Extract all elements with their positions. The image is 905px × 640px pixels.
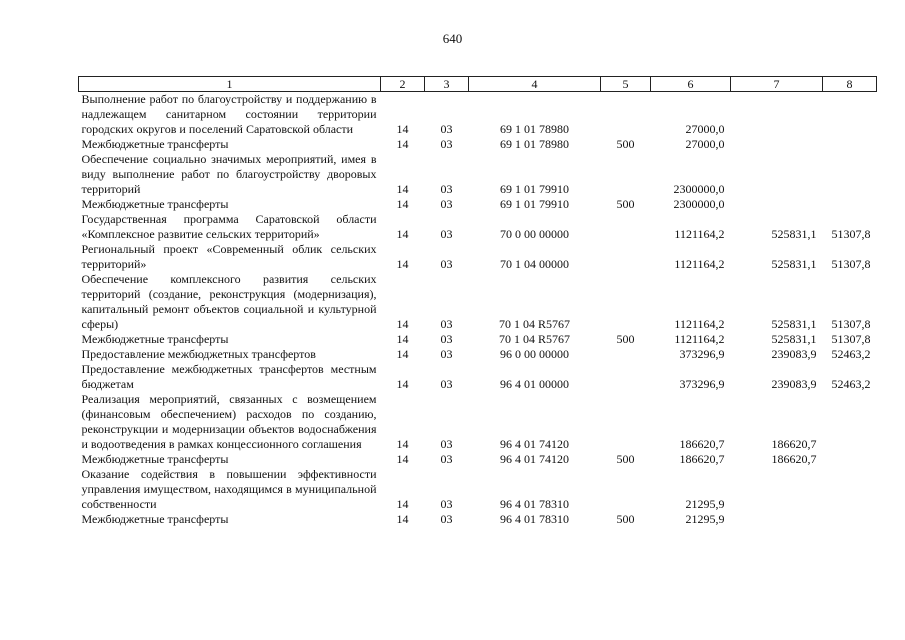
row-section: 14	[396, 512, 409, 526]
row-expense-type	[601, 347, 651, 362]
table-header	[79, 77, 877, 92]
row-section: 14	[396, 257, 409, 271]
row-amount-col6: 2300000,0	[673, 197, 725, 211]
row-amount-col8: 52463,2	[831, 377, 871, 391]
row-amount-col7	[731, 512, 823, 527]
row-section: 14	[396, 122, 409, 136]
row-amount-col6: 373296,9	[679, 347, 725, 361]
row-name: Межбюджетные трансферты	[81, 137, 229, 151]
row-amount-col6: 21295,9	[685, 497, 725, 511]
row-amount-col7	[731, 467, 823, 512]
row-section: 14	[396, 437, 409, 451]
row-target-code: 96 4 01 78310	[500, 512, 569, 526]
table-row	[79, 92, 877, 138]
row-target-code: 69 1 01 79910	[500, 182, 569, 196]
column-header-8: 8	[823, 77, 877, 92]
header-row	[79, 77, 877, 92]
row-expense-type: 500	[616, 197, 635, 211]
row-name: Государственная программа Саратовской области «Комплексное развитие сельских территорий»	[81, 212, 377, 241]
table-row	[79, 467, 877, 512]
row-target-code: 70 1 04 R5767	[498, 332, 570, 346]
row-amount-col7	[731, 197, 823, 212]
page-number: 640	[442, 31, 463, 46]
row-expense-type: 500	[616, 452, 635, 466]
row-name: Межбюджетные трансферты	[81, 197, 229, 211]
table-row	[79, 272, 877, 332]
column-header-3: 3	[425, 77, 469, 92]
row-name: Обеспечение комплексного развития сельских территорий (создание, реконструкция (модернизация), капитальный ремонт объектов социальной и культурной сферы)	[81, 272, 377, 331]
row-target-code: 96 4 01 74120	[500, 437, 569, 451]
column-header-5: 5	[601, 77, 651, 92]
row-expense-type	[601, 212, 651, 242]
row-expense-type: 500	[616, 137, 635, 151]
row-subsection: 03	[440, 437, 453, 451]
row-section: 14	[396, 137, 409, 151]
row-amount-col8	[823, 467, 877, 512]
row-amount-col6: 21295,9	[685, 512, 725, 526]
row-subsection: 03	[440, 452, 453, 466]
row-amount-col8: 52463,2	[831, 347, 871, 361]
row-name: Межбюджетные трансферты	[81, 332, 229, 346]
row-subsection: 03	[440, 512, 453, 526]
table-row	[79, 452, 877, 467]
row-section: 14	[396, 227, 409, 241]
row-subsection: 03	[440, 332, 453, 346]
row-target-code: 69 1 01 78980	[500, 122, 569, 136]
row-amount-col6: 186620,7	[679, 452, 725, 466]
row-name: Предоставление межбюджетных трансфертов	[81, 347, 316, 361]
column-header-7: 7	[731, 77, 823, 92]
row-amount-col7: 239083,9	[771, 347, 817, 361]
row-target-code: 70 1 04 00000	[500, 257, 569, 271]
row-target-code: 96 4 01 74120	[500, 452, 569, 466]
table-row	[79, 212, 877, 242]
table-row	[79, 197, 877, 212]
row-subsection: 03	[440, 347, 453, 361]
row-name: Реализация мероприятий, связанных с возмещением (финансовым обеспечением) расходов по созданию, реконструкции и модернизации объектов водоснабжения и водоотведения в рамках концессионного соглашения	[81, 392, 377, 451]
row-amount-col7	[731, 92, 823, 138]
row-subsection: 03	[440, 197, 453, 211]
row-subsection: 03	[440, 497, 453, 511]
row-amount-col6: 1121164,2	[674, 317, 725, 331]
table-row	[79, 512, 877, 527]
row-target-code: 96 4 01 00000	[500, 377, 569, 391]
budget-table	[78, 76, 877, 527]
row-amount-col7: 525831,1	[771, 227, 817, 241]
table-row	[79, 152, 877, 197]
table-row	[79, 362, 877, 392]
row-expense-type: 500	[616, 332, 635, 346]
row-amount-col7: 186620,7	[771, 437, 817, 451]
row-amount-col6: 1121164,2	[674, 257, 725, 271]
row-expense-type	[601, 467, 651, 512]
row-name: Выполнение работ по благоустройству и поддержанию в надлежащем санитарном состоянии территории городских округов и поселений Саратовской области	[81, 92, 377, 136]
row-subsection: 03	[440, 317, 453, 331]
table-row	[79, 242, 877, 272]
column-header-1: 1	[79, 77, 381, 92]
row-name: Межбюджетные трансферты	[81, 512, 229, 526]
row-name: Межбюджетные трансферты	[81, 452, 229, 466]
row-amount-col7: 525831,1	[771, 332, 817, 346]
row-target-code: 96 4 01 78310	[500, 497, 569, 511]
row-section: 14	[396, 332, 409, 346]
row-section: 14	[396, 347, 409, 361]
row-amount-col8	[823, 197, 877, 212]
row-amount-col7: 186620,7	[771, 452, 817, 466]
row-amount-col6: 2300000,0	[673, 182, 725, 196]
row-amount-col7	[731, 152, 823, 197]
row-amount-col8	[823, 152, 877, 197]
row-expense-type	[601, 272, 651, 332]
row-name: Оказание содействия в повышении эффективности управления имуществом, находящимся в муниципальной собственности	[81, 467, 377, 511]
row-amount-col8	[823, 392, 877, 452]
row-expense-type	[601, 392, 651, 452]
column-header-6: 6	[651, 77, 731, 92]
column-header-4: 4	[469, 77, 601, 92]
row-amount-col7: 239083,9	[771, 377, 817, 391]
row-amount-col8: 51307,8	[831, 257, 871, 271]
row-section: 14	[396, 317, 409, 331]
row-section: 14	[396, 182, 409, 196]
row-target-code: 69 1 01 78980	[500, 137, 569, 151]
row-name: Региональный проект «Современный облик сельских территорий»	[81, 242, 377, 271]
row-target-code: 70 0 00 00000	[500, 227, 569, 241]
row-amount-col6: 186620,7	[679, 437, 725, 451]
row-expense-type: 500	[616, 512, 635, 526]
row-subsection: 03	[440, 257, 453, 271]
row-subsection: 03	[440, 227, 453, 241]
row-amount-col7: 525831,1	[771, 317, 817, 331]
row-amount-col8	[823, 512, 877, 527]
table-row	[79, 137, 877, 152]
row-amount-col8	[823, 92, 877, 138]
table-row	[79, 392, 877, 452]
row-expense-type	[601, 152, 651, 197]
row-target-code: 69 1 01 79910	[500, 197, 569, 211]
row-name: Обеспечение социально значимых мероприятий, имея в виду выполнение работ по благоустройству дворовых территорий	[81, 152, 377, 196]
row-amount-col8	[823, 137, 877, 152]
table-row	[79, 347, 877, 362]
row-amount-col7	[731, 137, 823, 152]
row-expense-type	[601, 362, 651, 392]
row-section: 14	[396, 452, 409, 466]
row-subsection: 03	[440, 137, 453, 151]
row-section: 14	[396, 377, 409, 391]
row-target-code: 70 1 04 R5767	[498, 317, 570, 331]
column-header-2: 2	[381, 77, 425, 92]
row-amount-col8	[823, 452, 877, 467]
row-amount-col6: 1121164,2	[674, 227, 725, 241]
row-name: Предоставление межбюджетных трансфертов местным бюджетам	[81, 362, 377, 391]
row-subsection: 03	[440, 377, 453, 391]
row-amount-col8: 51307,8	[831, 227, 871, 241]
row-amount-col6: 373296,9	[679, 377, 725, 391]
row-subsection: 03	[440, 182, 453, 196]
row-target-code: 96 0 00 00000	[500, 347, 569, 361]
row-amount-col8: 51307,8	[831, 317, 871, 331]
row-amount-col6: 1121164,2	[674, 332, 725, 346]
row-expense-type	[601, 92, 651, 138]
row-amount-col7: 525831,1	[771, 257, 817, 271]
row-section: 14	[396, 197, 409, 211]
row-amount-col6: 27000,0	[685, 122, 725, 136]
row-amount-col8: 51307,8	[831, 332, 871, 346]
row-amount-col6: 27000,0	[685, 137, 725, 151]
table-body	[79, 92, 877, 528]
table-row	[79, 332, 877, 347]
row-subsection: 03	[440, 122, 453, 136]
row-section: 14	[396, 497, 409, 511]
row-expense-type	[601, 242, 651, 272]
